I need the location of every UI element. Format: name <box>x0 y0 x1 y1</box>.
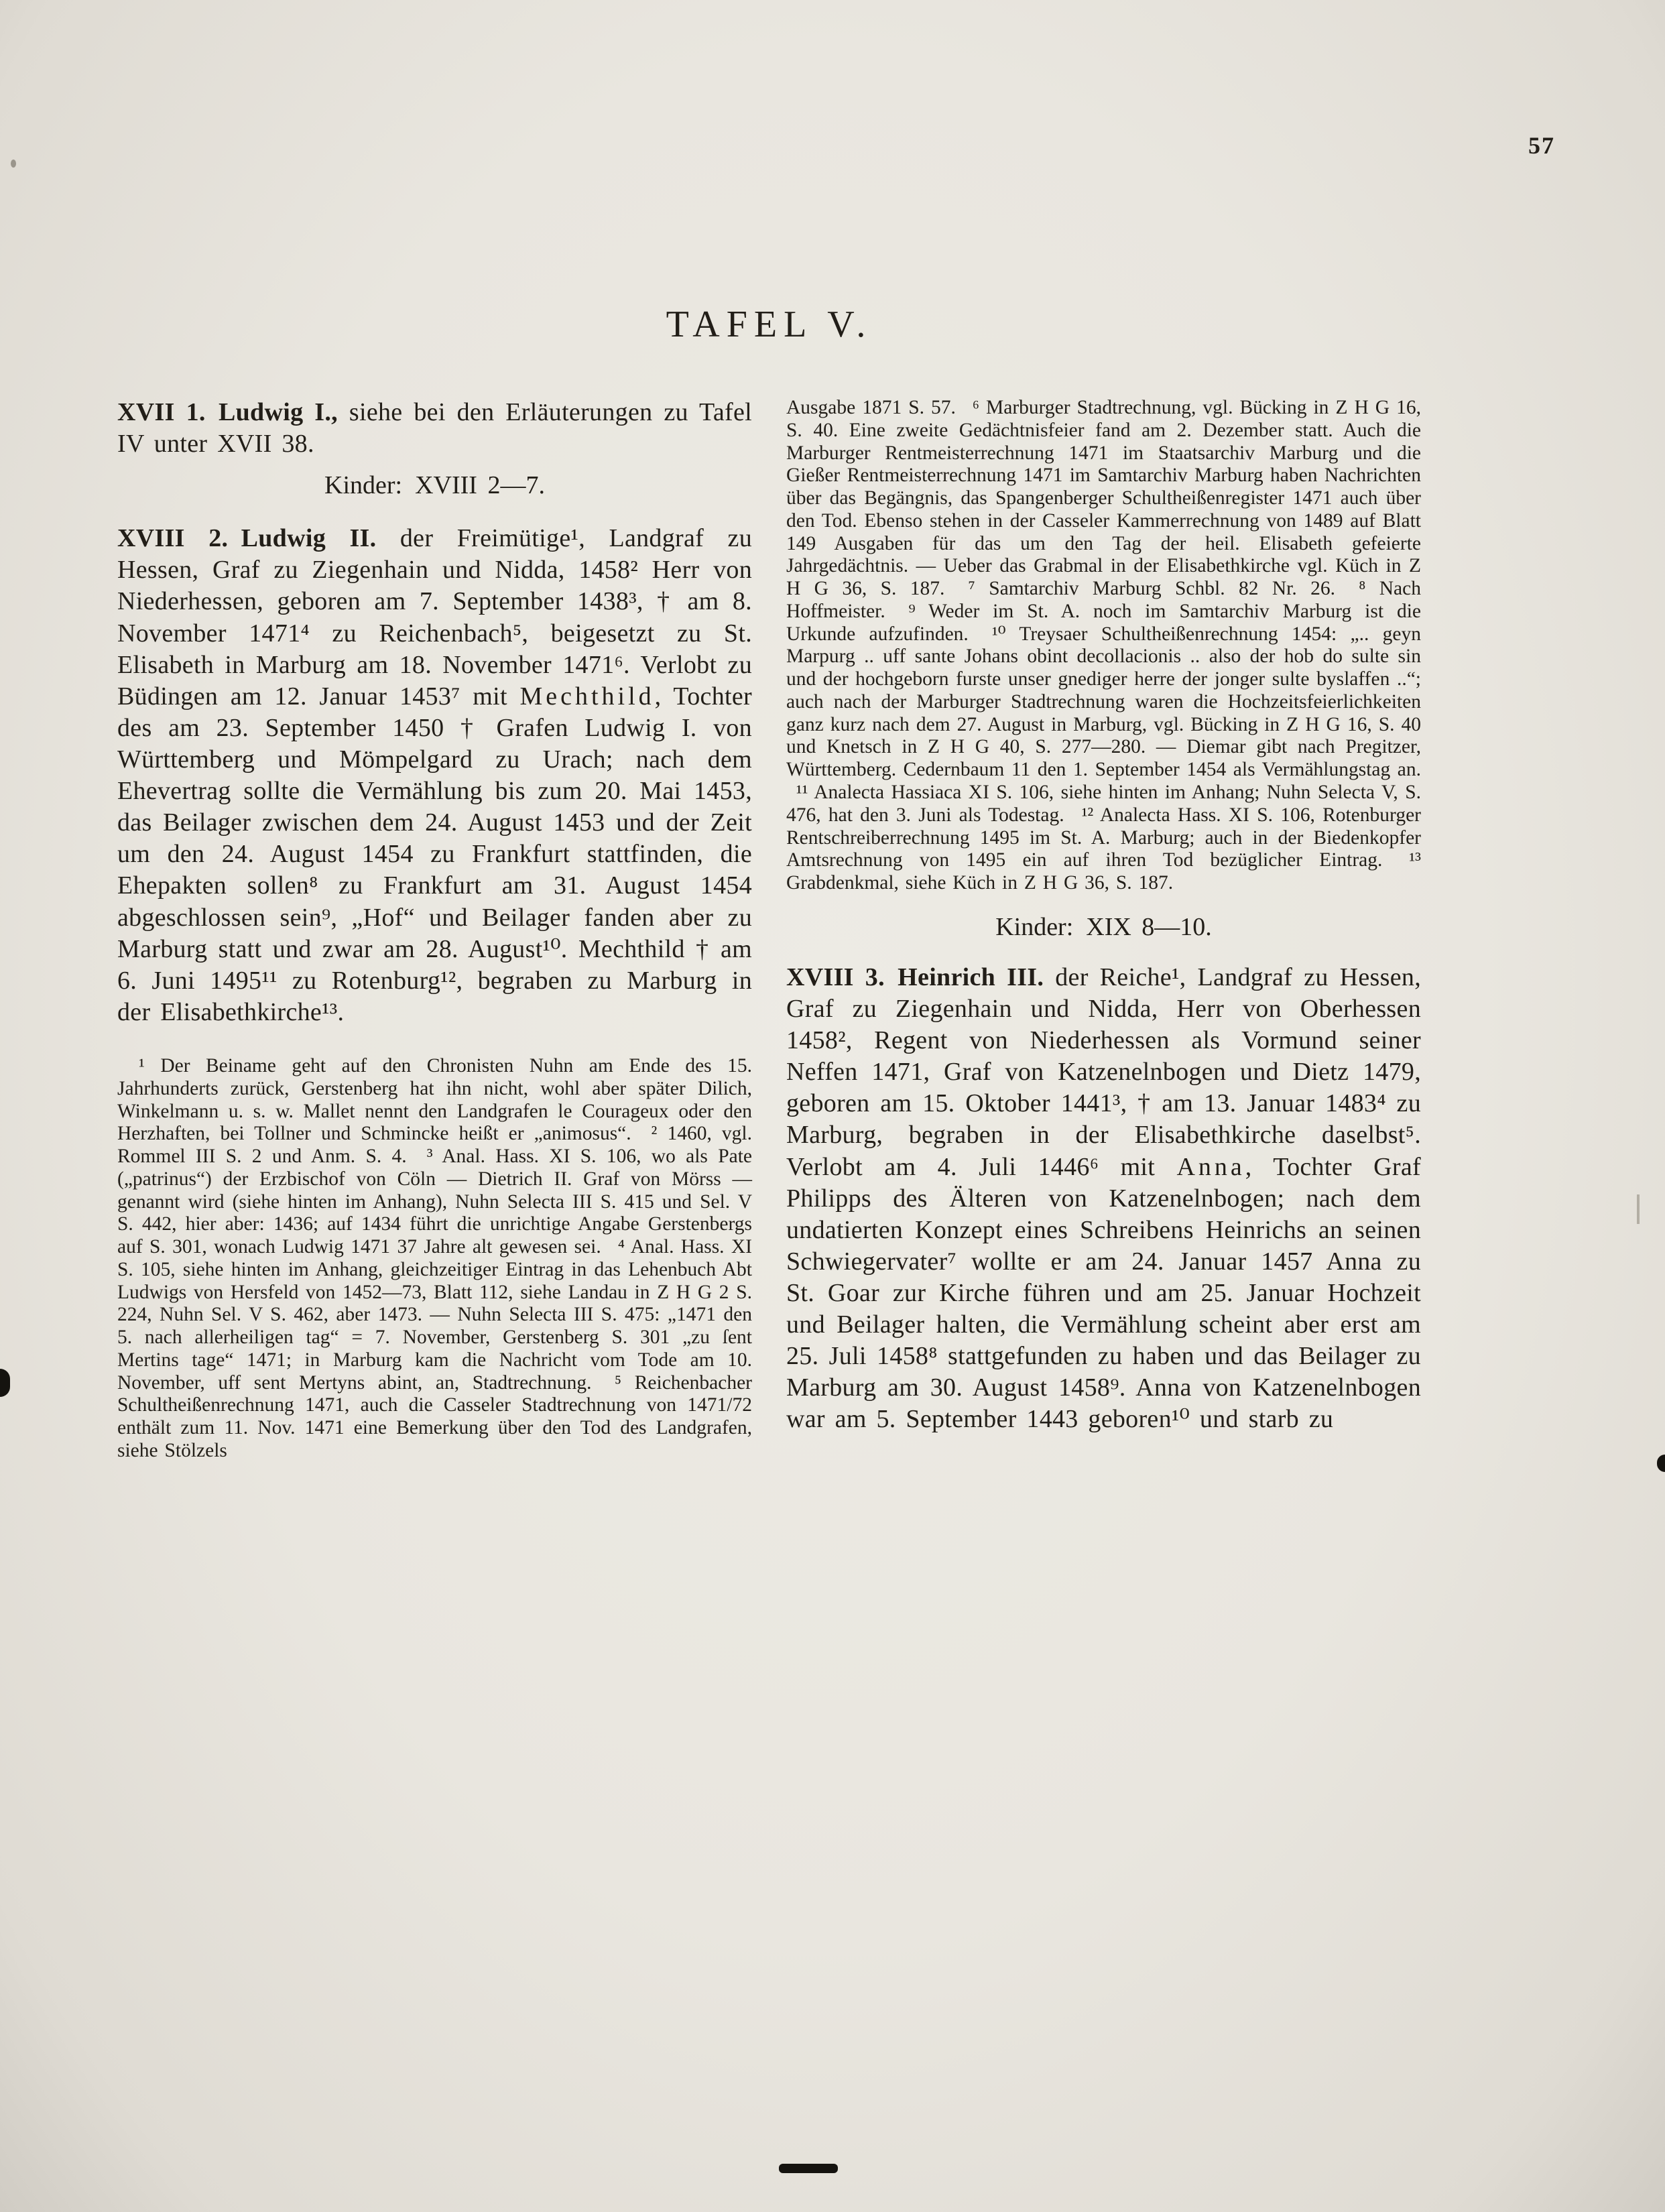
entry-xvii-1-lead: XVII 1. Ludwig I., <box>117 398 338 426</box>
scan-artifact-bottom-dash <box>779 2164 838 2173</box>
page-number: 57 <box>1528 132 1555 159</box>
entry-xviii-2 <box>117 523 752 1028</box>
entry-xviii-3 <box>786 962 1421 1436</box>
entry-xviii-2-text-a: der Freimütige¹, Landgraf zu Hessen, Graf zu Ziegenhain und Nidda, 1458² Herr von Niederhessen, geboren am 7. September 1438³, † am 8. November 1471⁴ zu Reichenbach⁵, beigesetzt zu St. Elisabeth in Marburg am 18. November 1471⁶. Verlobt zu Büdingen am 12. Januar 1453⁷ mit <box>117 524 753 711</box>
entry-xviii-3-lead: XVIII 3. Heinrich III. <box>786 963 1044 991</box>
two-column-layout <box>117 397 1421 1463</box>
scan-artifact-top-left <box>11 160 16 168</box>
scan-artifact-right-line <box>1637 1194 1640 1224</box>
right-column <box>786 397 1421 1463</box>
entry-xviii-2-lead: XVIII 2. Ludwig II. <box>117 524 377 553</box>
kinder-line-xix: Kinder: XIX 8—10. <box>995 912 1212 941</box>
entry-xvii-1 <box>117 397 752 460</box>
spaced-name-anna: Anna <box>1176 1152 1245 1181</box>
entry-xviii-3-text-b: , Tochter Graf Philipps des Älteren von Katzenelnbogen; nach dem undatierten Konzept eines Schreibens Heinrichs an seinen Schwiegervater⁷ wollte er am 24. Januar 1457 Anna zu St. Goar zur Kirche führen und am 25. Januar Hochzeit und Beilager halten, die Vermählung scheint aber erst am 25. Juli 1458⁸ stattgefunden zu haben und das Beilager zu Marburg am 30. August 1458⁹. Anna von Katzenelnbogen war am 5. September 1443 geboren¹⁰ und starb zu <box>786 1152 1421 1434</box>
footnotes-left: ¹ Der Beiname geht auf den Chronisten Nuhn am Ende des 15. Jahrhunderts zurück, Gerstenberg hat ihn nicht, wohl aber später Dilich, Winkelmann u. s. w. Mallet nennt den Landgrafen le Courageux oder den Herzhaften, bei Tollner und Schmincke heißt er „animosus“. ² 1460, vgl. Rommel III S. 2 und Anm. S. 4. ³ Anal. Hass. XI S. 106, wo als Pate („patrinus“) der Erzbischof von Cöln — Dietrich II. Graf von Mörss — genannt wird (siehe hinten im Anhang), Nuhn Selecta III S. 415 und Sel. V S. 442, hier aber: 1436; auf 1434 führt die unrichtige Angabe Gerstenbergs auf S. 301, wonach Ludwig 1471 37 Jahre alt gewesen sei. ⁴ Anal. Hass. XI S. 105, siehe hinten im Anhang, gleichzeitiger Eintrag in das Lehenbuch Abt Ludwigs von Hersfeld von 1452—73, Blatt 112, siehe Landau in Z H G 2 S. 224, Nuhn Sel. V S. 462, aber 1473. — Nuhn Selecta III S. 475: „1471 den 5. nach allerheiligen tag“ = 7. November, Gerstenberg S. 301 „zu ſent Mertins tage“ 1471; in Marburg kam die Nachricht vom Tode am 10. November, uff sent Mertyns abint, an, Stadtrechnung. ⁵ Reichenbacher Schultheißenrechnung 1471, auch die Casseler Stadtrechnung von 1471/72 enthält zum 11. Nov. 1471 eine Bemerkung über den Tod des Landgrafen, siehe Stölzels <box>117 1054 752 1461</box>
entry-xviii-2-text-b: , Tochter des am 23. September 1450 † Grafen Ludwig I. von Württemberg und Mömpelgard zu Urach; nach dem Ehevertrag sollte die Vermählung bis zum 20. Mai 1453, das Beilager zwischen dem 24. August 1453 und der Zeit um den 24. August 1454 zu Frankfurt stattfinden, die Ehepakten sollen⁸ zu Frankfurt am 31. August 1454 abgeschlossen sein⁹, „Hof“ und Beilager fanden aber zu Marburg statt und zwar am 28. August¹⁰. Mechthild † am 6. Juni 1495¹¹ zu Rotenburg¹², begraben zu Marburg in der Elisabethkirche¹³. <box>117 682 752 1026</box>
footnotes-right-continuation: Ausgabe 1871 S. 57. ⁶ Marburger Stadtrechnung, vgl. Bücking in Z H G 16, S. 40. Eine zweite Gedächtnisfeier fand am 2. Dezember statt. Auch die Marburger Rentmeisterrechnung 1471 im Staatsarchiv Marburg und die Gießer Rentmeisterrechnung 1471 im Samtarchiv Marburg haben Nachrichten über das Begängnis, das Spangenberger Schultheißenregister 1471 auch über den Tod. Ebenso stehen in der Casseler Kammerrechnung von 1489 auf Blatt 149 Ausgaben für das um den Tag der heil. Elisabeth gefeierte Jahrgedächtnis. — Ueber das Grabmal in der Elisabethkirche vgl. Küch in Z H G 36, S. 187. ⁷ Samtarchiv Marburg Schbl. 82 Nr. 26. ⁸ Nach Hoffmeister. ⁹ Weder im St. A. noch im Samtarchiv Marburg ist die Urkunde aufzufinden. ¹⁰ Treysaer Schultheißenrechnung 1454: „.. geyn Marpurg .. uff sante Johans obint decollacionis .. also der hob do sulte sin und der hochgeborn furste unser gnediger herre der jonger sulte byslaffen ..“; auch nach der Marburger Stadtrechnung waren die Hochzeitsfeierlichkeiten ganz kurz nach dem 27. August in Marburg, vgl. Bücking in Z H G 16, S. 40 und Knetsch in Z H G 40, S. 277—280. — Diemar gibt nach Pregitzer, Württemberg. Cedernbaum 11 den 1. September 1454 als Vermählungstag an. ¹¹ Analecta Hassiaca XI S. 106, siehe hinten im Anhang; Nuhn Selecta V, S. 476, hat den 3. Juni als Todestag. ¹² Analecta Hass. XI S. 106, Rotenburger Rentschreiberrechnung 1495 im St. A. Marburg; auch in der Biedenkopfer Amtsrechnung von 1495 ein auf ihren Tod bezüglicher Eintrag. ¹³ Grabdenkmal, siehe Küch in Z H G 36, S. 187. <box>786 397 1421 894</box>
page-title: TAFEL V. <box>666 304 873 345</box>
spaced-name-mechthild: Mechthild <box>519 682 655 711</box>
entry-xviii-3-text-a: der Reiche¹, Landgraf zu Hessen, Graf zu Ziegenhain und Nidda, Herr von Oberhessen 1458², Regent von Niederhessen als Vormund seiner Neffen 1471, Graf von Katzenelnbogen und Dietz 1479, geboren am 15. Oktober 1441³, † am 13. Januar 1483⁴ zu Marburg, begraben in der Elisabethkirche daselbst⁵. Verlobt am 4. Juli 1446⁶ mit <box>786 963 1421 1181</box>
left-column <box>117 397 752 1463</box>
scan-artifact-left-edge <box>0 1369 10 1397</box>
scan-artifact-right-edge <box>1657 1455 1665 1472</box>
kinder-line-xviii: Kinder: XVIII 2—7. <box>324 471 545 500</box>
entry-xvii-1-text: siehe bei den Erläuterungen zu Tafel IV unter XVII 38. <box>117 398 753 458</box>
